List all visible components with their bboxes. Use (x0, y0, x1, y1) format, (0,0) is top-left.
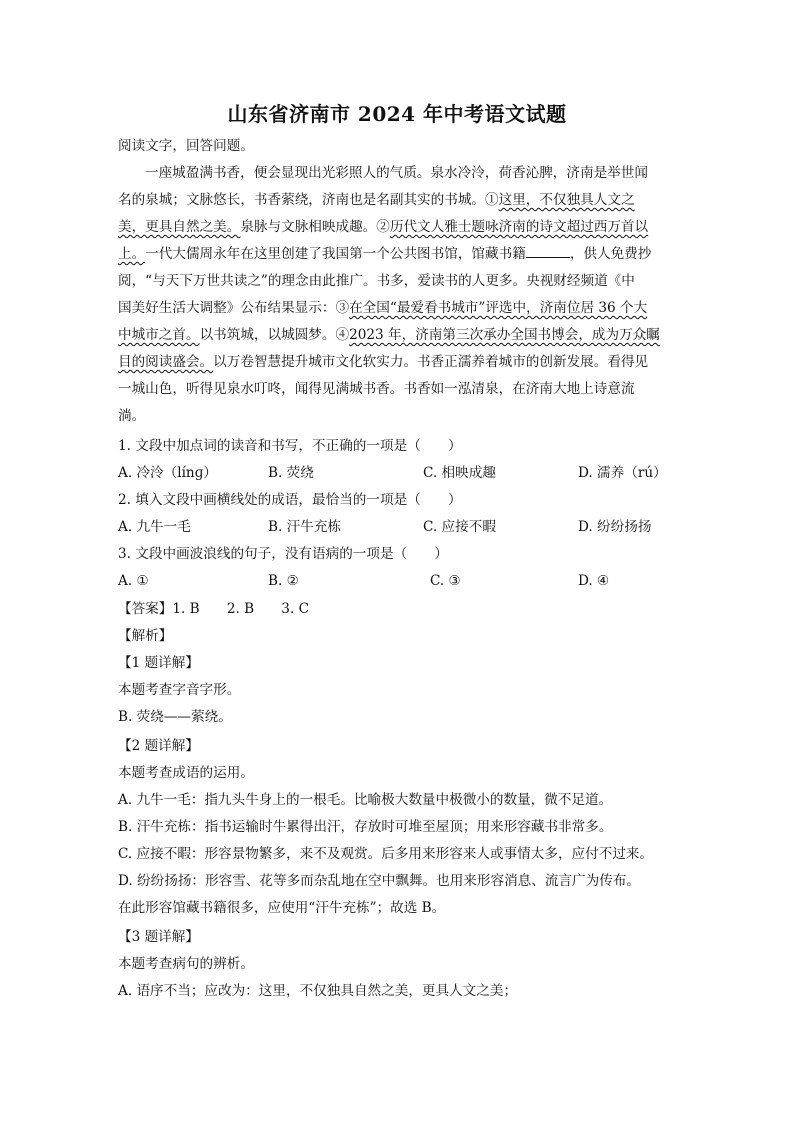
wavy-sentence-2-end: 上。 (118, 246, 146, 262)
passage-text: 国美好生活大调整》公布结果显示：③ (118, 300, 350, 316)
q2-analysis-text: B. 汗牛充栋：指书运输时牛累得出汗，存放时可堆至屋顶；用来形容藏书非常多。 (118, 819, 613, 835)
passage-line-9: 一城山色，听得见泉水叮咚，闻得见满城书香。书香如一泓清泉，在济南大地上诗意流 (118, 381, 635, 397)
wavy-sentence-1: 这里，不仅独具人文之 (498, 192, 635, 208)
wavy-sentence-4-end: 目的阅读盛会。 (118, 354, 214, 370)
passage-text: ，供人免费抄 (569, 246, 652, 262)
q2-analysis-text: D. 纷纷扬扬：形容雪、花等多而杂乱地在空中飘舞。也用来形容消息、流言广为传布。 (118, 873, 641, 889)
q1-option-a: A. 冷泠（línɡ） (118, 465, 217, 481)
page-title: 山东省济南市 2024 年中考语文试题 (227, 102, 567, 126)
wavy-sentence-3: 在全国“最爱看书城市”评选中，济南位居 36 个大 (349, 300, 648, 316)
wavy-sentence-3-end: 中城市之首。 (118, 327, 200, 343)
q3-option-a: A. ① (118, 573, 149, 589)
q1-analysis-text: B. 荧绕——萦绕。 (118, 709, 232, 725)
q2-analysis-heading: 【2 题详解】 (118, 738, 199, 754)
passage-line-6 (118, 299, 678, 317)
intro-text: 阅读文字，回答问题。 (118, 138, 254, 154)
q1-analysis-heading: 【1 题详解】 (118, 655, 199, 671)
q3-analysis-text: 本题考查病句的辨析。 (118, 956, 254, 972)
q3-option-b: B. ② (268, 573, 299, 589)
answer-line: 【答案】1. B 2. B 3. C (118, 601, 310, 617)
q1-analysis-text: 本题考查字音字形。 (118, 682, 241, 698)
q2-option-a: A. 九牛一毛 (118, 519, 191, 535)
passage-line-4 (118, 245, 678, 263)
q3-option-d: D. ④ (578, 573, 610, 589)
wavy-sentence-1-end: 美，更具自然之美。 (118, 219, 241, 235)
fill-in-blank (526, 245, 570, 258)
q1-option-d: D. 濡养（rú） (578, 465, 667, 481)
q2-analysis-text: C. 应接不暇：形容景物繁多，来不及观赏。后多用来形容来人或事情太多，应付不过来。 (118, 846, 654, 862)
analysis-heading: 【解析】 (118, 628, 173, 644)
passage-text: 以书筑城，以城圆梦。④ (199, 327, 350, 343)
q2-option-c: C. 应接不暇 (423, 519, 496, 535)
q2-analysis-text: 在此形容馆藏书籍很多，应使用“汗牛充栋”；故选 B。 (118, 900, 446, 916)
q3-analysis-heading: 【3 题详解】 (118, 929, 199, 945)
wavy-sentence-4: 2023 年，济南第三次承办全国书博会，成为万众瞩 (349, 327, 660, 343)
question-3-stem: 3. 文段中画波浪线的句子，没有语病的一项是（ ） (118, 546, 448, 562)
q3-analysis-text: A. 语序不当；应改为：这里，不仅独具自然之美，更具人文之美； (118, 983, 518, 999)
passage-text: 泉脉与文脉相映成趣。② (240, 219, 390, 235)
question-2-stem: 2. 填入文段中画横线处的成语，最恰当的一项是（ ） (118, 492, 462, 508)
passage-line-10: 淌。 (118, 408, 146, 424)
q2-analysis-text: 本题考查成语的运用。 (118, 765, 254, 781)
question-1-stem: 1. 文段中加点词的读音和书写，不正确的一项是（ ） (118, 438, 462, 454)
passage-line-8 (118, 353, 678, 371)
passage-line-1: 一座城盈满书香，便会显现出光彩照人的气质。泉水冷泠，荷香沁脾，济南是举世闻 (145, 165, 648, 181)
passage-line-2 (118, 191, 678, 209)
q1-option-c: C. 相映成趣 (423, 465, 496, 481)
q3-option-c: C. ③ (430, 573, 461, 589)
passage-line-7 (118, 326, 678, 344)
passage-line-5: 阅，“与天下万世共读之”的理念由此推广。书多，爱读书的人更多。央视财经频道《中 (118, 273, 635, 289)
wavy-sentence-2: 历代文人雅士题咏济南的诗文超过西万首以 (389, 219, 649, 235)
passage-text: 名的泉城；文脉悠长，书香萦绕，济南也是名副其实的书城。① (118, 192, 499, 208)
q2-option-b: B. 汗牛充栋 (268, 519, 342, 535)
passage-text: 以万卷智慧提升城市文化软实力。书香正濡养着城市的创新发展。看得见 (213, 354, 649, 370)
q1-option-b: B. 荧绕 (268, 465, 314, 481)
passage-line-3 (118, 218, 678, 236)
q2-option-d: D. 纷纷扬扬 (578, 519, 652, 535)
passage-text: 一代大儒周永年在这里创建了我国第一个公共图书馆，馆藏书籍 (145, 246, 526, 262)
q2-analysis-text: A. 九牛一毛：指九头牛身上的一根毛。比喻极大数量中极微小的数量，微不足道。 (118, 792, 613, 808)
